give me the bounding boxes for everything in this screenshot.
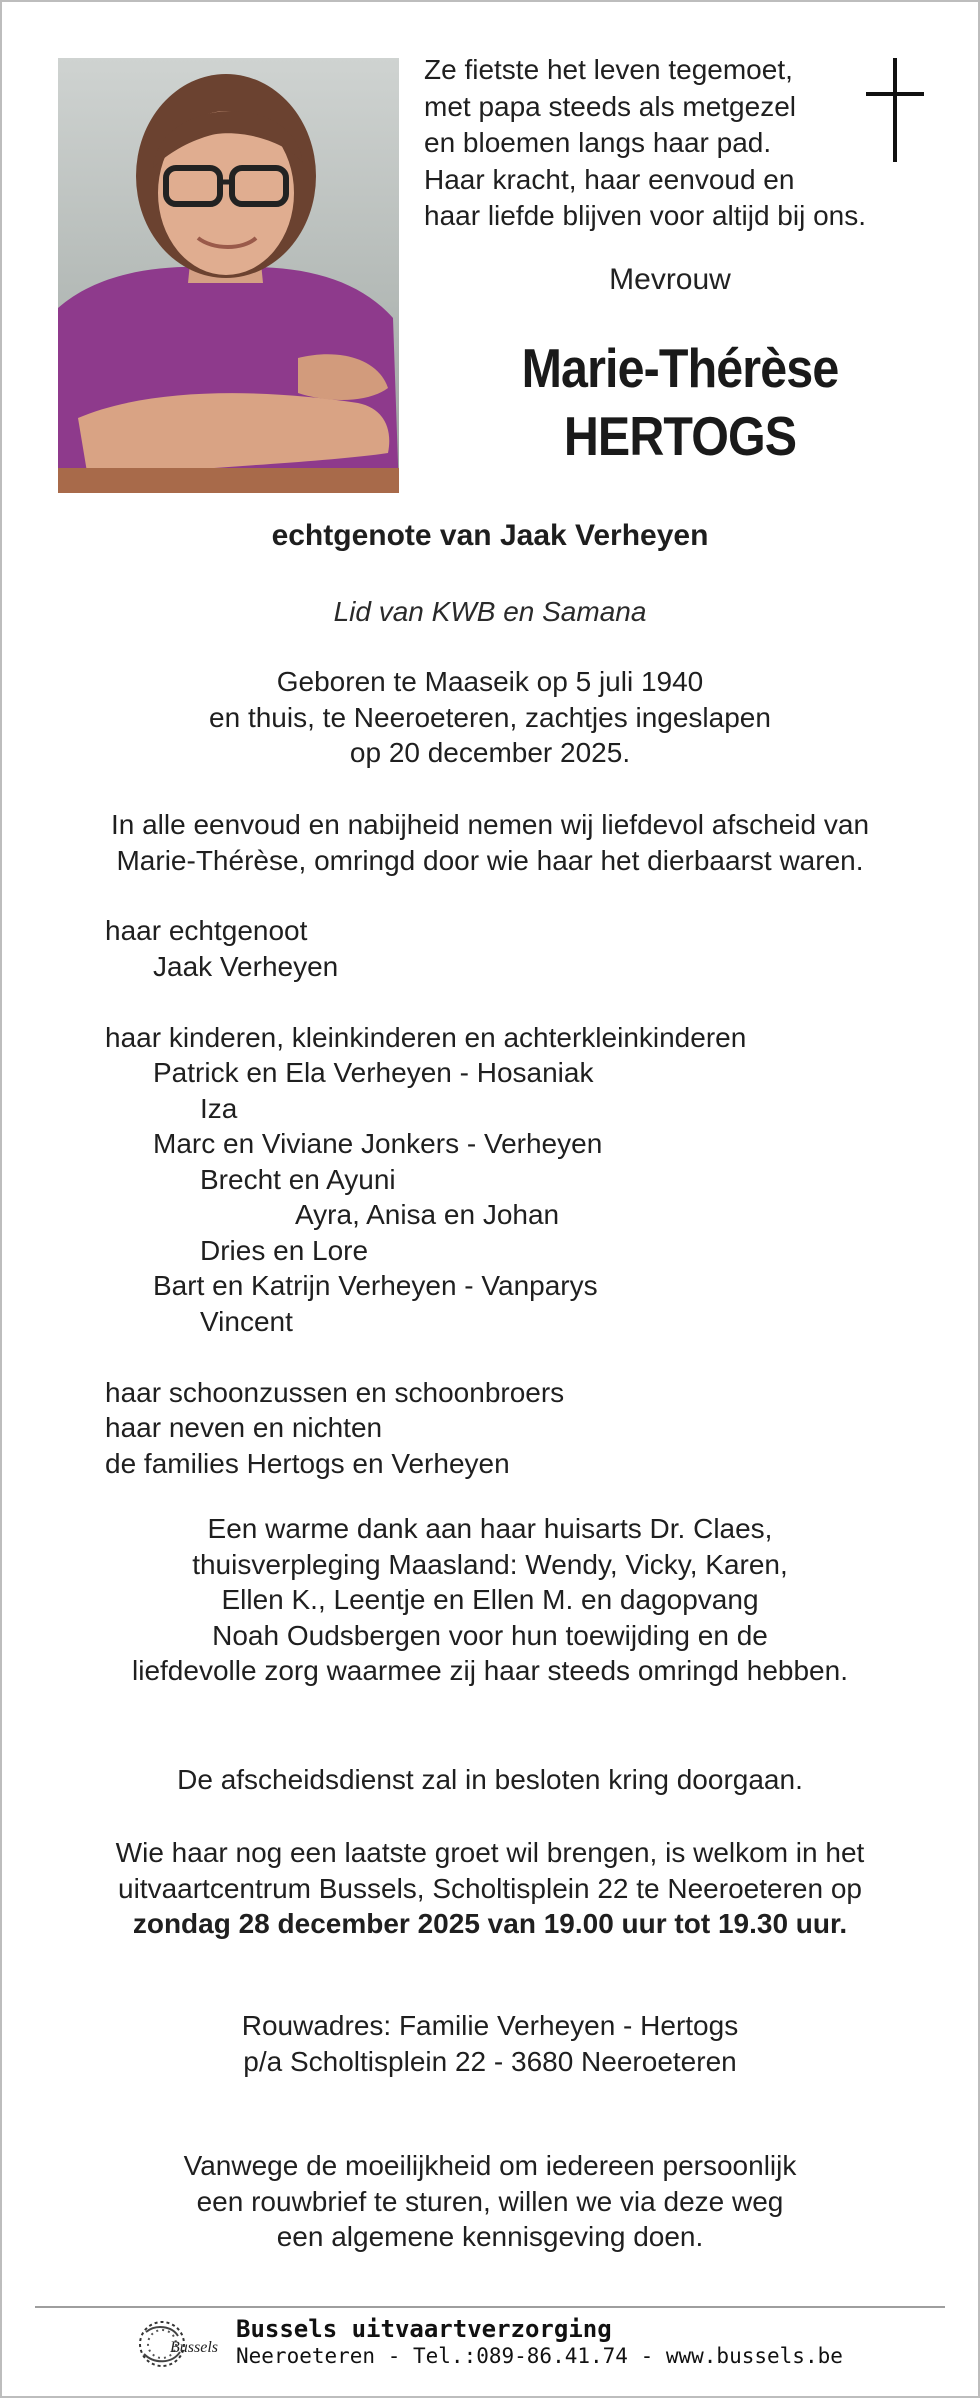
last-name: HERTOGS: [563, 405, 797, 467]
child-family: Bart en Katrijn Verheyen - Vanparys: [153, 1270, 598, 1301]
grandchild: Iza: [200, 1092, 238, 1124]
families: de families Hertogs en Verheyen: [105, 1447, 510, 1479]
deceased-name: [451, 334, 909, 470]
notice-paragraph: [0, 2148, 980, 2255]
spouse-line: echtgenote van Jaak Verheyen: [271, 519, 709, 552]
poem-line: Ze fietste het leven tegemoet,: [424, 54, 793, 85]
address-line: p/a Scholtisplein 22 - 3680 Neeroeteren: [243, 2045, 737, 2077]
poem-line: Haar kracht, haar eenvoud en: [424, 163, 795, 195]
thanks-paragraph: [0, 1511, 980, 1689]
birth-paragraph: [0, 664, 980, 771]
visitation-line: uitvaartcentrum Bussels, Scholtisplein 22 te Neeroeteren op: [118, 1872, 862, 1904]
grandchild: Brecht en Ayuni: [200, 1163, 396, 1195]
intro-line: In alle eenvoud en nabijheid nemen wij liefdevol afscheid van: [110, 809, 870, 840]
visitation-line: Wie haar nog een laatste groet wil brengen, is welkom in het: [115, 1837, 865, 1868]
funeral-home-contact: Neeroeteren - Tel.:089-86.41.74 - www.bussels.be: [236, 2344, 843, 2368]
thanks-line: thuisverpleging Maasland: Wendy, Vicky, Karen,: [192, 1548, 788, 1580]
poem-line: en bloemen langs haar pad.: [424, 127, 772, 158]
ceremony-line: De afscheidsdienst zal in besloten kring doorgaan.: [177, 1764, 803, 1795]
cousins: haar neven en nichten: [105, 1412, 383, 1443]
child-family: Marc en Viviane Jonkers - Verheyen: [153, 1128, 603, 1159]
footer-divider: [35, 2306, 945, 2308]
address-line: Rouwadres: Familie Verheyen - Hertogs: [241, 2010, 739, 2041]
child-family: Patrick en Ela Verheyen - Hosaniak: [153, 1057, 594, 1088]
great-grandchildren: Ayra, Anisa en Johan: [295, 1199, 560, 1230]
thanks-line: liefdevolle zorg waarmee zij haar steeds omringd hebben.: [132, 1655, 848, 1686]
portrait-photo: [58, 58, 399, 493]
notice-line: Vanwege de moeilijkheid om iedereen persoonlijk: [183, 2150, 797, 2181]
notice-line: een rouwbrief te sturen, willen we via deze weg: [196, 2185, 784, 2217]
birth-line: en thuis, te Neeroeteren, zachtjes ingeslapen: [209, 701, 771, 733]
notice-line: een algemene kennisgeving doen.: [276, 2221, 704, 2252]
honorific: Mevrouw: [609, 263, 731, 296]
grandchild: Vincent: [200, 1305, 293, 1337]
intro-line: Marie-Thérèse, omringd door wie haar het dierbaarst waren.: [116, 844, 864, 876]
cross-icon: [866, 58, 924, 162]
thanks-line: Noah Oudsbergen voor hun toewijding en de: [212, 1619, 768, 1651]
children-header: haar kinderen, kleinkinderen en achterkleinkinderen: [105, 1021, 747, 1053]
poem-line: haar liefde blijven voor altijd bij ons.: [424, 200, 867, 231]
thanks-line: Ellen K., Leentje en Ellen M. en dagopvang: [221, 1584, 759, 1615]
ceremony-text: [0, 1762, 980, 1798]
svg-text:Bussels: Bussels: [170, 2339, 218, 2356]
poem-line: met papa steeds als metgezel: [424, 90, 796, 122]
visitation-paragraph: [0, 1835, 980, 1942]
grandchild: Dries en Lore: [200, 1234, 369, 1266]
birth-line: op 20 december 2025.: [349, 737, 631, 768]
funeral-home-name: Bussels uitvaartverzorging: [236, 2315, 612, 2343]
family-list: [0, 913, 980, 1481]
birth-line: Geboren te Maaseik op 5 juli 1940: [276, 666, 704, 697]
first-name: Marie-Thérèse: [521, 337, 839, 399]
inlaws: haar schoonzussen en schoonbroers: [105, 1376, 565, 1408]
husband-name: Jaak Verheyen: [153, 950, 339, 982]
funeral-home-logo: [132, 2314, 224, 2376]
visitation-datetime: zondag 28 december 2025 van 19.00 uur tot 19.30 uur.: [132, 1908, 848, 1939]
thanks-line: Een warme dank aan haar huisarts Dr. Claes,: [207, 1513, 773, 1544]
membership: Lid van KWB en Samana: [333, 596, 647, 627]
husband-header: haar echtgenoot: [105, 915, 308, 946]
mourning-address: [0, 2008, 980, 2079]
intro-paragraph: [0, 807, 980, 878]
